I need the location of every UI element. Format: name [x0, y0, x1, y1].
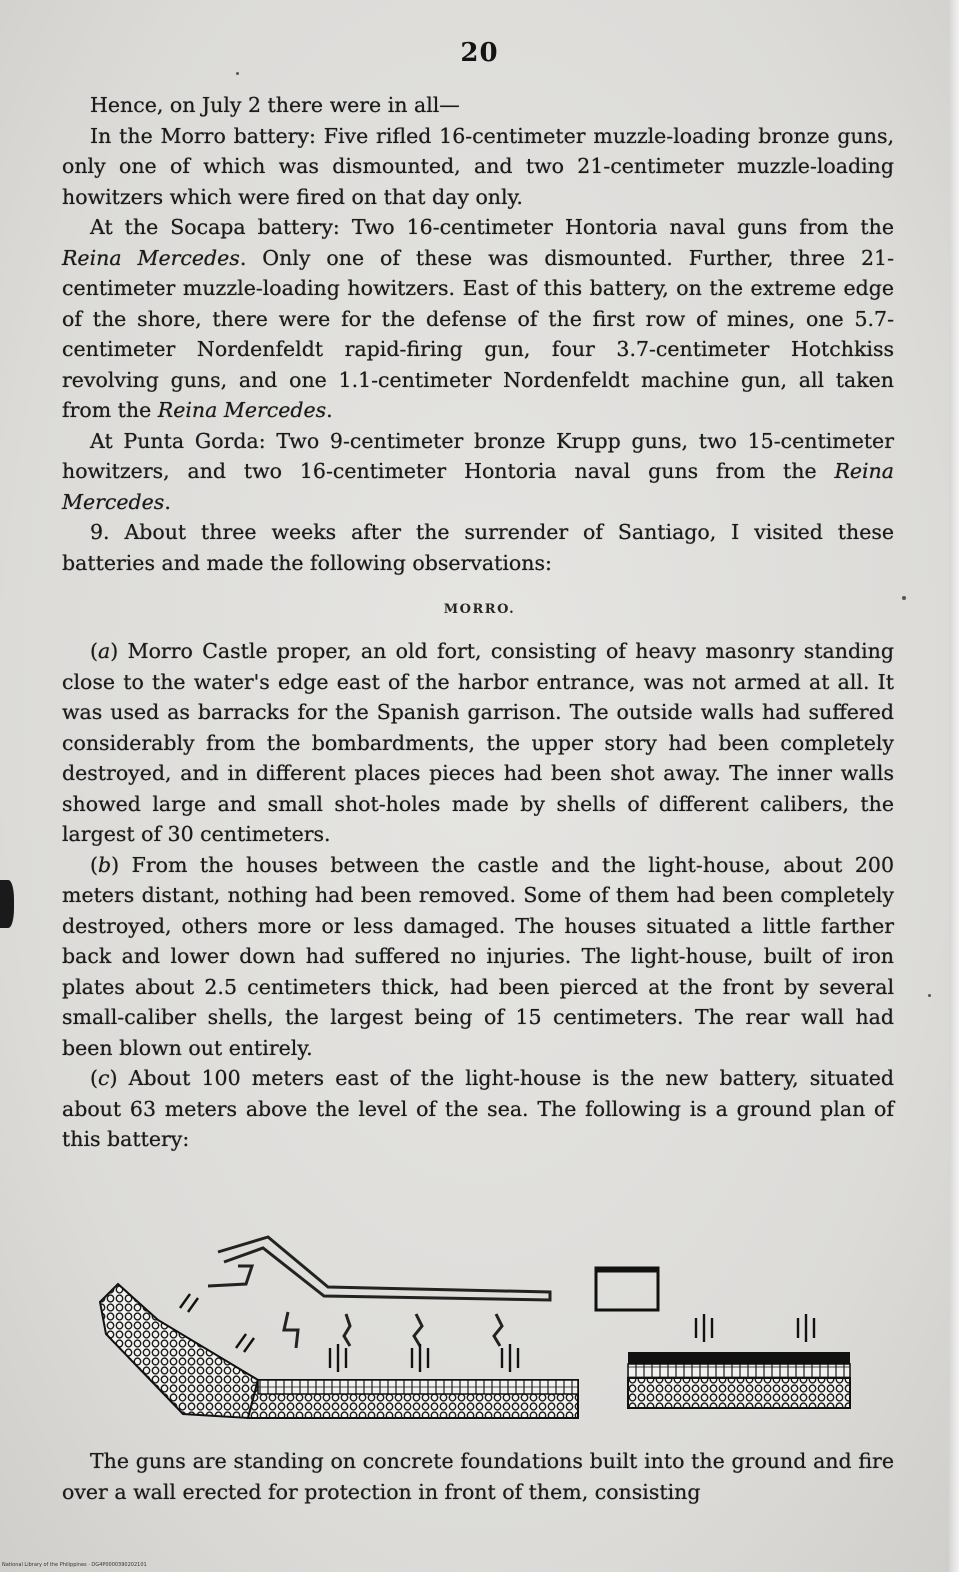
gun-position-markers	[180, 1294, 518, 1372]
scan-speck	[928, 994, 931, 997]
battery-ground-plan-figure	[88, 1222, 870, 1432]
paragraph: (a) Morro Castle proper, an old fort, consisting of heavy masonry standing close to the water's edge east of the harbor entrance, was not armed at all. It was used as barracks for the Spanish garrison. The outside walls had suffered considerably from the bombardments, the upper story had been completely destroyed, and in different places pieces had been shot away. The inner walls showed large and small shot-holes made by shells of different calibers, the largest of 30 centimeters.	[62, 639, 894, 846]
paragraph: Hence, on July 2 there were in all—	[90, 93, 460, 117]
paragraph: (b) From the houses between the castle and the light-house, about 200 meters distant, nothing had been removed. Some of them had been completely destroyed, others more or less damaged. The houses situated a little farther back and lower down had suffered no injuries. The light-house, built of iron plates about 2.5 centimeters thick, had been pierced at the front by several small-caliber shells, the largest being of 15 centimeters. The rear wall had been blown out entirely.	[62, 852, 894, 1060]
paragraph: (c) About 100 meters east of the light-house is the new battery, situated about 63 meters above the level of the sea. The following is a ground plan of this battery:	[62, 1066, 894, 1151]
paragraph: At Punta Gorda: Two 9-centimeter bronze Krupp guns, two 15-centimeter howitzers, and two 16-centimeter Hontoria naval guns from the Reina Mercedes.	[62, 428, 894, 514]
paragraph: At the Socapa battery: Two 16-centimeter Hontoria naval guns from the Reina Mercedes. Only one of these was dismounted. Further, three 21-centimeter muzzle-loading howitzers. East of this battery, on the extreme edge of the shore, there were for the defense of the first row of mines, one 5.7-centimeter Nordenfeldt rapid-firing gun, four 3.7-centimeter Hotchkiss revolving guns, and one 1.1-centimeter Nordenfeldt machine gun, all taken from the Reina Mercedes.	[62, 215, 894, 422]
scan-binding-mark	[0, 880, 14, 928]
section-heading: MORRO.	[443, 602, 516, 617]
paragraph: 9. About three weeks after the surrender of Santiago, I visited these batteries and made the following observations:	[62, 520, 894, 575]
paragraph: The guns are standing on concrete foundations built into the ground and fire over a wall erected for protection in front of them, consisting	[62, 1449, 894, 1504]
paragraph: In the Morro battery: Five rifled 16-centimeter muzzle-loading bronze guns, only one of which was dismounted, and two 21-centimeter muzzle-loading howitzers which were fired on that day only.	[62, 123, 894, 209]
left-ground-plan	[100, 1237, 578, 1418]
page-edge-shadow	[949, 0, 959, 1572]
body-text-top	[62, 90, 894, 578]
scan-speck	[236, 72, 239, 75]
access-roads	[208, 1237, 550, 1348]
body-text-middle	[62, 636, 894, 1155]
page-number: 20	[460, 38, 499, 68]
body-text-bottom	[62, 1446, 894, 1507]
scan-speck	[902, 596, 906, 600]
right-section-view	[596, 1268, 850, 1408]
footer-credit: National Library of the Philippines · DG4P0000390202101	[2, 1562, 147, 1568]
